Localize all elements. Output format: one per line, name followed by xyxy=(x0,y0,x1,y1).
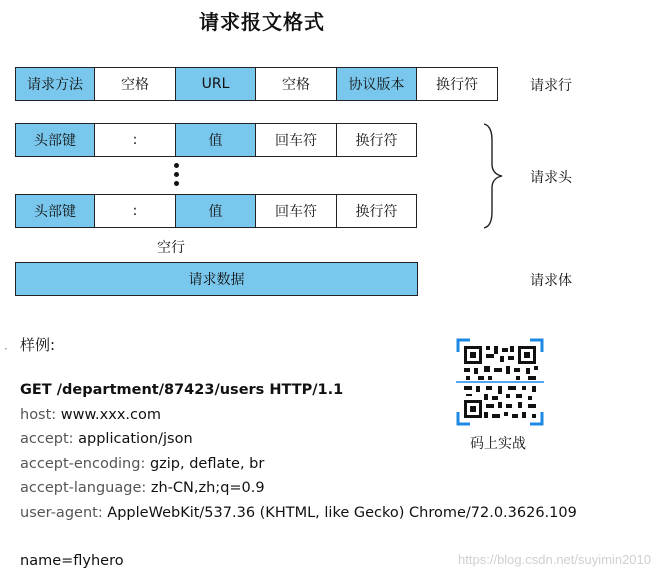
empty-line-label: 空行 xyxy=(157,240,185,256)
header-key: accept-encoding: xyxy=(20,456,146,472)
carriage-return-cell: 回车符 xyxy=(255,123,337,157)
header-key: accept-language: xyxy=(20,480,147,496)
example-heading: 样例: xyxy=(20,336,56,354)
header-key: accept: xyxy=(20,431,74,447)
request-body-cell: 请求数据 xyxy=(15,262,418,296)
line-feed-cell: 换行符 xyxy=(336,123,417,157)
example-header-line xyxy=(20,480,265,496)
url-cell: URL xyxy=(175,67,256,101)
line-feed-cell: 换行符 xyxy=(336,194,417,228)
header-key: user-agent: xyxy=(20,505,103,521)
header-value: gzip, deflate, br xyxy=(145,456,265,472)
header-key: host: xyxy=(20,407,57,423)
protocol-version-cell: 协议版本 xyxy=(336,67,417,101)
colon-cell: : xyxy=(94,194,176,228)
headers-label: 请求头 xyxy=(530,170,572,186)
request-line-label: 请求行 xyxy=(530,78,572,94)
request-body-label: 请求体 xyxy=(530,273,572,289)
qr-caption: 码上实战 xyxy=(470,436,526,452)
qr-code-image xyxy=(456,338,544,426)
example-header-line xyxy=(20,456,264,472)
ellipsis-dot xyxy=(174,172,179,177)
header-value: www.xxx.com xyxy=(56,407,161,423)
colon-cell: : xyxy=(94,123,176,157)
header-value: application/json xyxy=(73,431,193,447)
request-method-cell: 请求方法 xyxy=(15,67,95,101)
ellipsis-dot xyxy=(174,163,179,168)
example-body-line: name=flyhero xyxy=(20,553,124,569)
header-key-cell: 头部键 xyxy=(15,194,95,228)
example-header-line xyxy=(20,431,193,447)
carriage-return-cell: 回车符 xyxy=(255,194,337,228)
space-cell-1: 空格 xyxy=(94,67,176,101)
space-cell-2: 空格 xyxy=(255,67,337,101)
request-line-row xyxy=(15,67,498,101)
header-value: AppleWebKit/537.36 (KHTML, like Gecko) Chrome/72.0.3626.109 xyxy=(102,505,577,521)
diagram-title: 请求报文格式 xyxy=(199,10,325,34)
watermark-text: https://blog.csdn.net/suyimin2010 xyxy=(458,552,651,567)
example-header-line xyxy=(20,505,577,521)
headers-brace xyxy=(478,120,508,232)
header-row-2 xyxy=(15,194,417,228)
ellipsis-dot xyxy=(174,181,179,186)
bullet-marker: · xyxy=(4,342,8,356)
example-header-line xyxy=(20,407,161,423)
header-value-cell: 值 xyxy=(175,194,256,228)
header-value: zh-CN,zh;q=0.9 xyxy=(146,480,265,496)
line-feed-cell: 换行符 xyxy=(416,67,498,101)
example-request-line: GET /department/87423/users HTTP/1.1 xyxy=(20,382,344,398)
header-row-1 xyxy=(15,123,417,157)
header-value-cell: 值 xyxy=(175,123,256,157)
header-key-cell: 头部键 xyxy=(15,123,95,157)
